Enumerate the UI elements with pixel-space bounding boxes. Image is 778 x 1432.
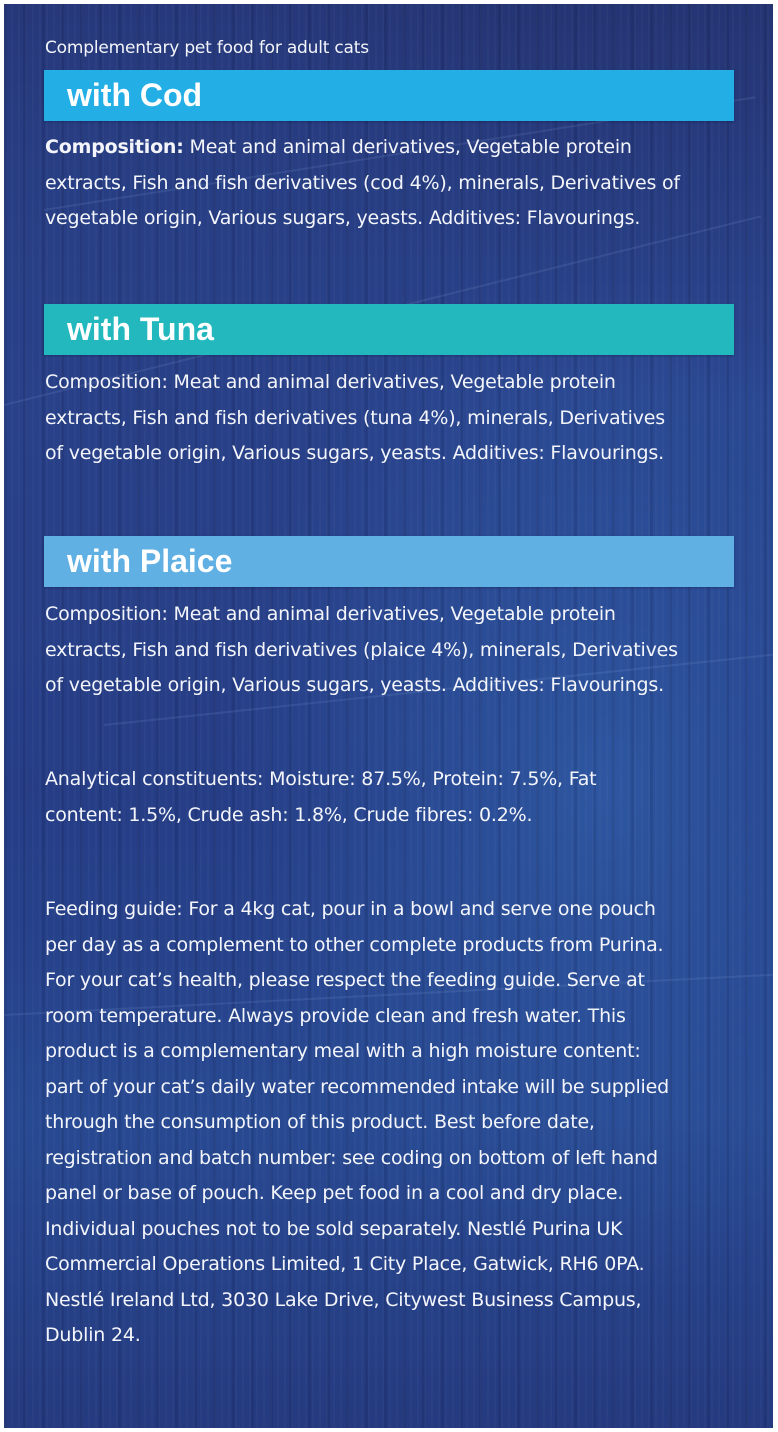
feeding-line: Dublin 24.: [45, 1324, 141, 1346]
composition-tuna: [45, 365, 665, 472]
variant-heading-tuna: with Tuna: [44, 304, 734, 355]
composition-line: of vegetable origin, Various sugars, yeasts. Additives: Flavourings.: [45, 442, 664, 464]
label-panel: [4, 4, 773, 1428]
feeding-line: part of your cat’s daily water recommended intake will be supplied: [45, 1075, 669, 1098]
composition-line: vegetable origin, Various sugars, yeasts. Additives: Flavourings.: [45, 207, 641, 229]
composition-label: Composition:: [45, 371, 168, 393]
analytical-line: content: 1.5%, Crude ash: 1.8%, Crude fibres: 0.2%.: [45, 803, 533, 826]
variant-heading-cod: with Cod: [44, 70, 734, 121]
feeding-line: Feeding guide: For a 4kg cat, pour in a bowl and serve one pouch: [45, 898, 656, 920]
feeding-line: For your cat’s health, please respect the feeding guide. Serve at: [45, 969, 645, 991]
analytical-line: Analytical constituents: Moisture: 87.5%, Protein: 7.5%, Fat: [45, 768, 597, 790]
composition-plaice: [45, 597, 678, 704]
composition-label: Composition:: [45, 136, 184, 158]
feeding-line: product is a complementary meal with a high moisture content:: [45, 1040, 641, 1062]
composition-cod: [45, 130, 680, 237]
composition-line: of vegetable origin, Various sugars, yeasts. Additives: Flavourings.: [45, 674, 664, 696]
feeding-line: through the consumption of this product. Best before date,: [45, 1111, 595, 1133]
feeding-line: Commercial Operations Limited, 1 City Place, Gatwick, RH6 0PA.: [45, 1253, 645, 1275]
feeding-line: panel or base of pouch. Keep pet food in a cool and dry place.: [45, 1182, 624, 1204]
feeding-line: room temperature. Always provide clean and fresh water. This: [45, 1004, 626, 1027]
analytical-constituents: [45, 762, 596, 833]
composition-line: Composition: Meat and animal derivatives, Vegetable protein: [45, 136, 632, 158]
feeding-line: per day as a complement to other complete products from Purina.: [45, 933, 664, 956]
feeding-line: registration and batch number: see coding on bottom of left hand: [45, 1146, 658, 1169]
composition-line: extracts, Fish and fish derivatives (cod 4%), minerals, Derivatives of: [45, 171, 680, 194]
composition-line: extracts, Fish and fish derivatives (tuna 4%), minerals, Derivatives: [45, 406, 665, 429]
variant-heading-plaice: with Plaice: [44, 536, 734, 587]
feeding-line: Nestlé Ireland Ltd, 3030 Lake Drive, Citywest Business Campus,: [45, 1288, 642, 1311]
tagline: Complementary pet food for adult cats: [45, 38, 369, 58]
feeding-line: Individual pouches not to be sold separately. Nestlé Purina UK: [45, 1217, 623, 1240]
feeding-guide: [45, 892, 669, 1354]
composition-line: extracts, Fish and fish derivatives (plaice 4%), minerals, Derivatives: [45, 638, 678, 661]
composition-line: Composition: Meat and animal derivatives, Vegetable protein: [45, 371, 616, 393]
composition-line: Composition: Meat and animal derivatives, Vegetable protein: [45, 603, 616, 625]
composition-label: Composition:: [45, 603, 168, 625]
